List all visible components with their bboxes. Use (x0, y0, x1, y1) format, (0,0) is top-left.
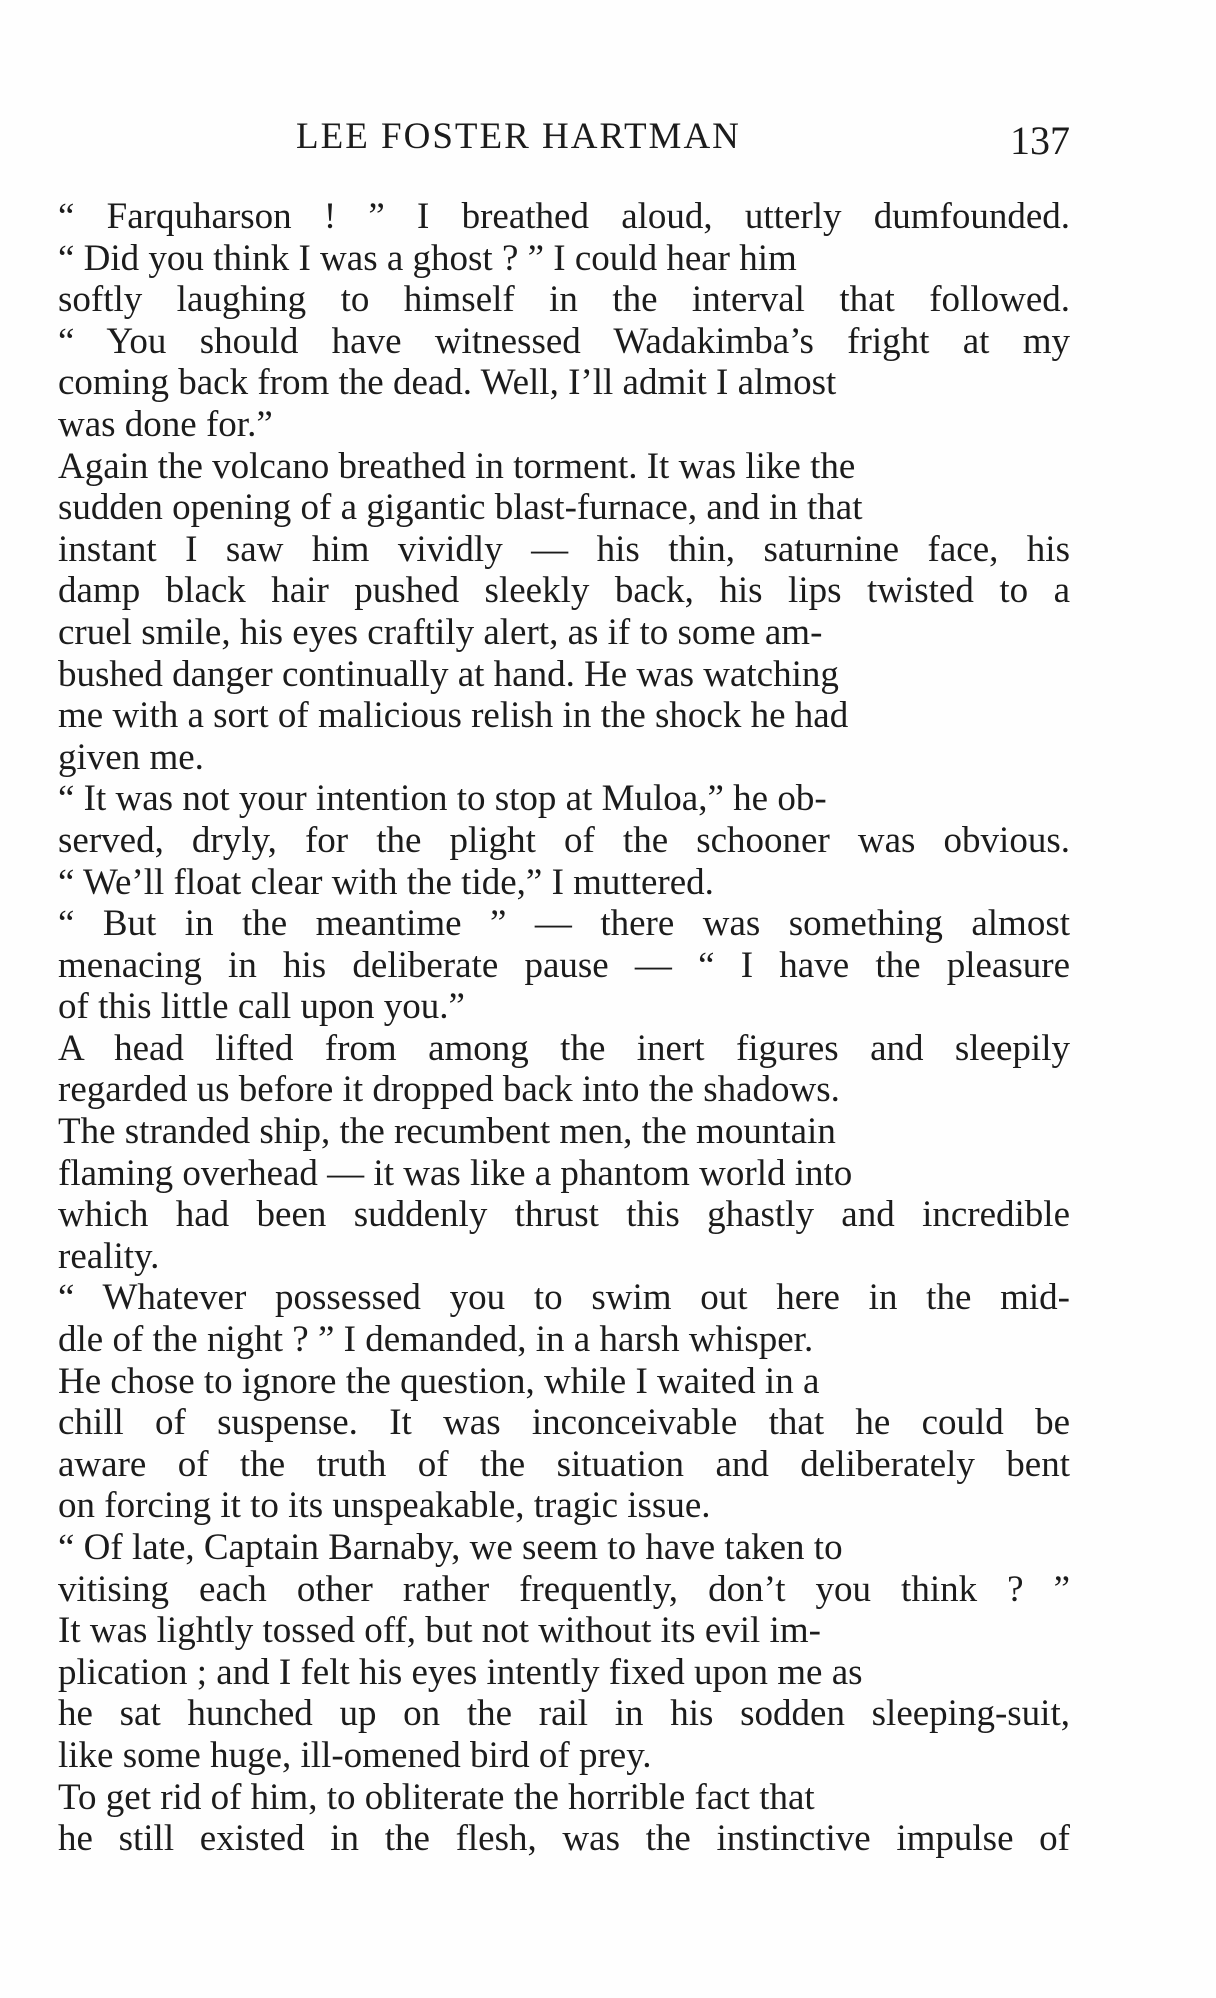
text-line: aware of the truth of the situation and deliberately bent (58, 1443, 1070, 1485)
text-line: “ Whatever possessed you to swim out here in the mid- (58, 1277, 1070, 1319)
text-line: like some huge, ill-omened bird of prey. (58, 1734, 652, 1776)
text-line: damp black hair pushed sleekly back, his lips twisted to a (58, 570, 1070, 612)
text-line: “ Did you think I was a ghost ? ” I could hear him (58, 237, 797, 279)
text-line: He chose to ignore the question, while I waited in a (58, 1360, 820, 1402)
text-line: plication ; and I felt his eyes intently fixed upon me as (58, 1651, 863, 1693)
text-line: To get rid of him, to obliterate the horrible fact that (58, 1776, 815, 1818)
text-line: The stranded ship, the recumbent men, the mountain (58, 1111, 836, 1153)
text-line: bushed danger continually at hand. He was watching (58, 653, 839, 695)
text-line: he still existed in the flesh, was the instinctive impulse of (58, 1818, 1070, 1860)
text-line: softly laughing to himself in the interval that followed. (58, 279, 1070, 321)
running-title: LEE FOSTER HARTMAN (296, 116, 741, 157)
text-line: given me. (58, 736, 204, 778)
text-line: vitising each other rather frequently, don’t you think ? ” (58, 1568, 1070, 1610)
text-line: me with a sort of malicious relish in the shock he had (58, 695, 849, 737)
text-line: cruel smile, his eyes craftily alert, as if to some am- (58, 611, 823, 653)
text-line: It was lightly tossed off, but not without its evil im- (58, 1610, 821, 1652)
text-line: was done for.” (58, 403, 273, 445)
text-line: reality. (58, 1235, 160, 1277)
text-line: of this little call upon you.” (58, 986, 465, 1028)
text-line: chill of suspense. It was inconceivable that he could be (58, 1402, 1070, 1444)
text-line: Again the volcano breathed in torment. It was like the (58, 445, 856, 487)
text-line: “ Of late, Captain Barnaby, we seem to have taken to (58, 1527, 843, 1568)
text-line: “ We’ll float clear with the tide,” I muttered. (58, 861, 714, 903)
text-line: regarded us before it dropped back into the shadows. (58, 1069, 840, 1111)
text-line: served, dryly, for the plight of the schooner was obvious. (58, 819, 1070, 861)
text-line: menacing in his deliberate pause — “ I have the pleasure (58, 944, 1070, 986)
text-line: “ It was not your intention to stop at Muloa,” he ob- (58, 778, 827, 820)
text-line: “ But in the meantime ” — there was something almost (58, 903, 1070, 945)
text-line: “ You should have witnessed Wadakimba’s fright at my (58, 320, 1070, 362)
body-text (58, 196, 1070, 1860)
text-line: sudden opening of a gigantic blast-furnace, and in that (58, 487, 863, 529)
text-line: coming back from the dead. Well, I’ll admit I almost (58, 362, 837, 404)
text-line: dle of the night ? ” I demanded, in a harsh whisper. (58, 1319, 814, 1361)
page-number: 137 (1010, 118, 1070, 163)
text-line: instant I saw him vividly — his thin, saturnine face, his (58, 528, 1070, 570)
text-line: A head lifted from among the inert figures and sleepily (58, 1027, 1070, 1069)
text-line: on forcing it to its unspeakable, tragic issue. (58, 1485, 711, 1527)
text-line: “ Farquharson ! ” I breathed aloud, utterly dumfounded. (58, 196, 1070, 237)
text-line: he sat hunched up on the rail in his sodden sleeping-suit, (58, 1693, 1070, 1735)
running-head (0, 112, 1216, 162)
text-line: flaming overhead — it was like a phantom world into (58, 1152, 853, 1194)
text-line: which had been suddenly thrust this ghastly and incredible (58, 1194, 1070, 1236)
